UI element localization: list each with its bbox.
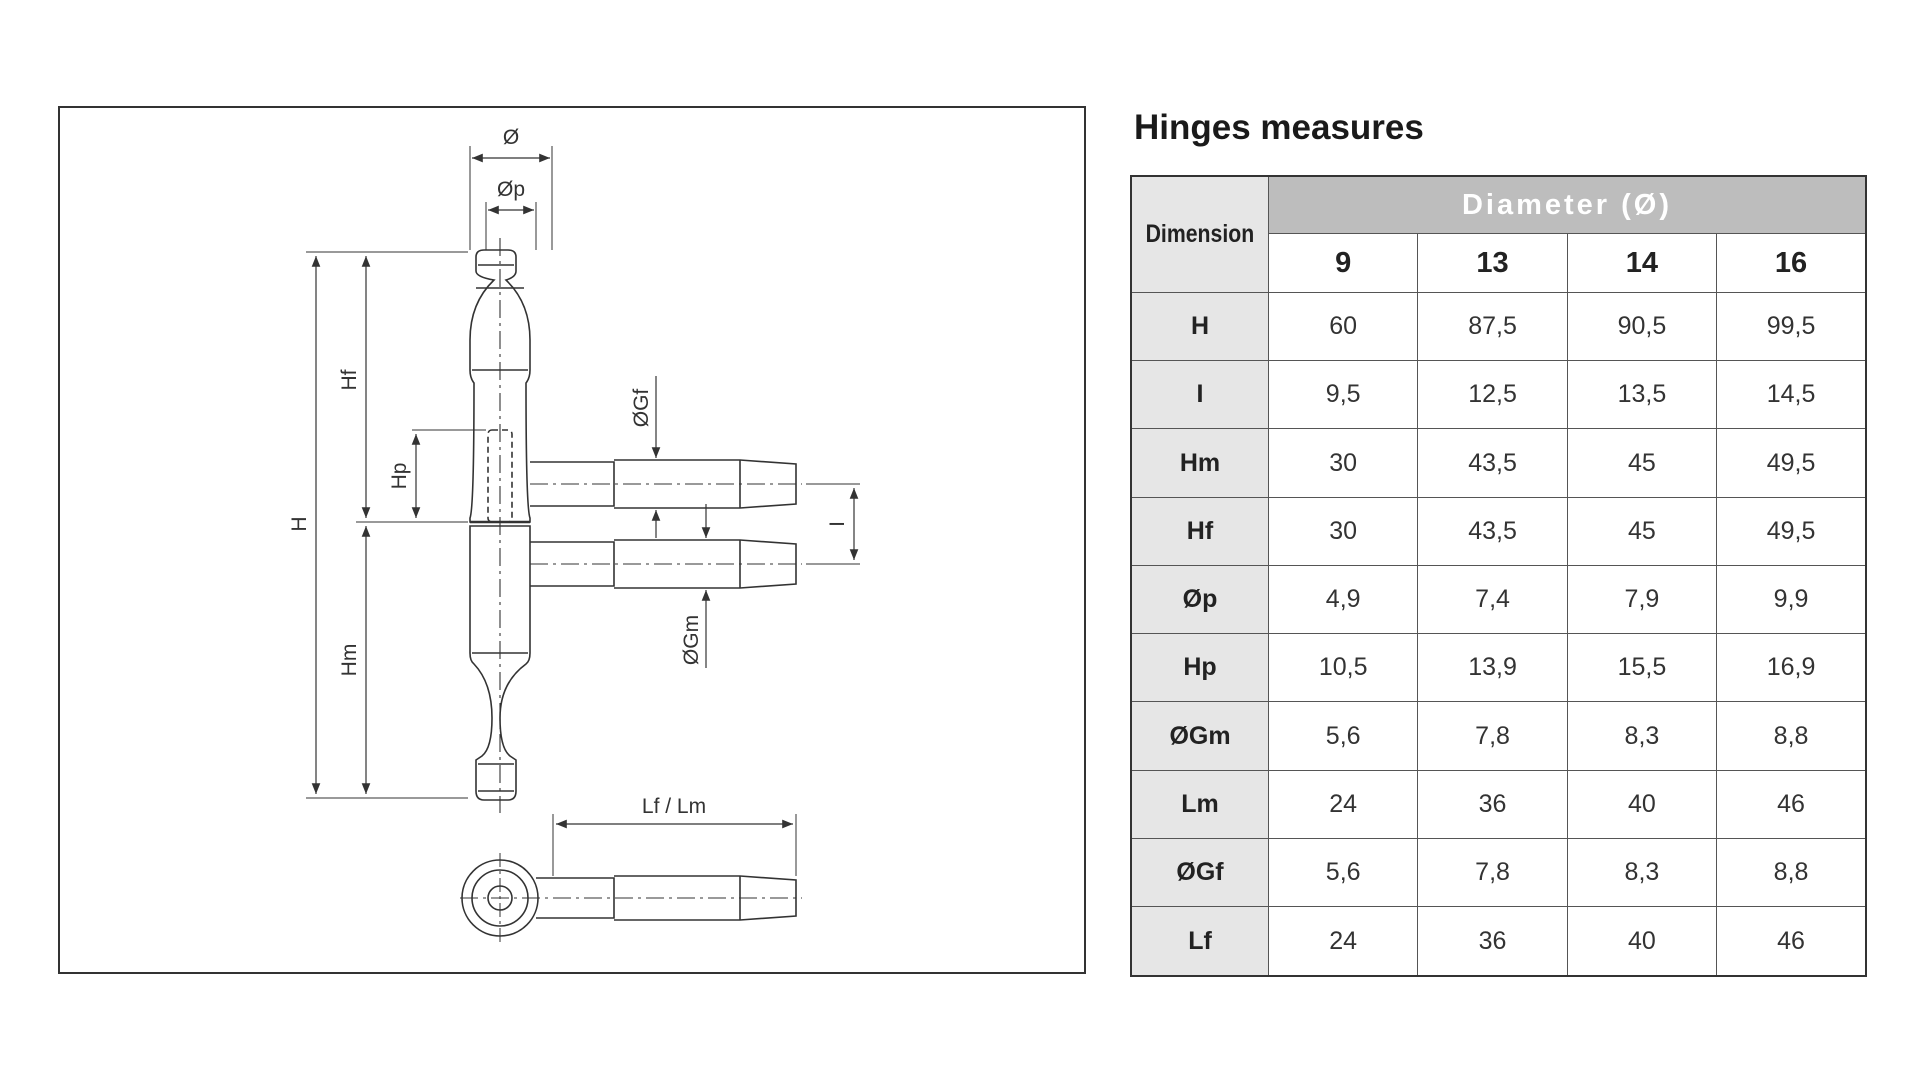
table-cell: 30 <box>1269 429 1418 497</box>
column-header-9: 9 <box>1269 234 1418 293</box>
table-row <box>1131 907 1866 976</box>
table-cell: 7,8 <box>1418 838 1567 906</box>
table-cell: 13,5 <box>1567 361 1716 429</box>
table-row <box>1131 838 1866 906</box>
table-cell: 43,5 <box>1418 429 1567 497</box>
table-cell: 5,6 <box>1269 838 1418 906</box>
column-header-13: 13 <box>1418 234 1567 293</box>
table-cell: 45 <box>1567 429 1716 497</box>
column-header-14: 14 <box>1567 234 1716 293</box>
table-cell: 14,5 <box>1717 361 1866 429</box>
table-cell: 8,8 <box>1717 838 1866 906</box>
row-header: Lm <box>1131 770 1269 838</box>
table-cell: 30 <box>1269 497 1418 565</box>
row-header: ØGm <box>1131 702 1269 770</box>
row-header: Lf <box>1131 907 1269 976</box>
table-cell: 7,8 <box>1418 702 1567 770</box>
row-header: Hm <box>1131 429 1269 497</box>
label-gf: ØGf <box>630 388 653 428</box>
hinge-drawing-frame <box>58 106 1086 974</box>
table-title: Hinges measures <box>1134 108 1424 147</box>
table-cell: 12,5 <box>1418 361 1567 429</box>
label-hm: Hm <box>338 643 361 677</box>
table-cell: 90,5 <box>1567 293 1716 361</box>
table-cell: 4,9 <box>1269 565 1418 633</box>
table-cell: 45 <box>1567 497 1716 565</box>
table-cell: 7,4 <box>1418 565 1567 633</box>
table-cell: 10,5 <box>1269 634 1418 702</box>
table-row <box>1131 702 1866 770</box>
table-cell: 13,9 <box>1418 634 1567 702</box>
table-cell: 36 <box>1418 770 1567 838</box>
label-diameter: Ø <box>502 126 520 149</box>
table-cell: 8,8 <box>1717 702 1866 770</box>
table-row <box>1131 293 1866 361</box>
table-cell: 40 <box>1567 907 1716 976</box>
table-cell: 8,3 <box>1567 702 1716 770</box>
table-row <box>1131 497 1866 565</box>
label-lf-lm: Lf / Lm <box>641 795 707 818</box>
table-row <box>1131 565 1866 633</box>
table-row <box>1131 634 1866 702</box>
label-hp: Hp <box>388 462 411 490</box>
table-cell: 36 <box>1418 907 1567 976</box>
table-cell: 9,5 <box>1269 361 1418 429</box>
row-header: H <box>1131 293 1269 361</box>
measures-table <box>1130 175 1867 977</box>
table-cell: 40 <box>1567 770 1716 838</box>
table-cell: 46 <box>1717 907 1866 976</box>
row-header: Øp <box>1131 565 1269 633</box>
table-cell: 16,9 <box>1717 634 1866 702</box>
table-cell: 5,6 <box>1269 702 1418 770</box>
dimension-header: Dimension <box>1131 176 1269 293</box>
table-cell: 9,9 <box>1717 565 1866 633</box>
table-cell: 15,5 <box>1567 634 1716 702</box>
table-cell: 7,9 <box>1567 565 1716 633</box>
table-row <box>1131 770 1866 838</box>
table-cell: 99,5 <box>1717 293 1866 361</box>
table-cell: 8,3 <box>1567 838 1716 906</box>
table-cell: 49,5 <box>1717 429 1866 497</box>
row-header: Hp <box>1131 634 1269 702</box>
table-row <box>1131 429 1866 497</box>
table-row <box>1131 361 1866 429</box>
table-cell: 43,5 <box>1418 497 1567 565</box>
label-hf: Hf <box>338 369 361 391</box>
table-cell: 87,5 <box>1418 293 1567 361</box>
hinge-technical-drawing <box>60 108 1084 972</box>
row-header: ØGf <box>1131 838 1269 906</box>
column-header-16: 16 <box>1717 234 1866 293</box>
row-header: I <box>1131 361 1269 429</box>
diameter-group-header: Diameter (Ø) <box>1269 176 1867 234</box>
table-cell: 24 <box>1269 770 1418 838</box>
label-pin-diameter: Øp <box>496 178 526 201</box>
hidden-pin-outline <box>488 430 512 522</box>
row-header: Hf <box>1131 497 1269 565</box>
label-gm: ØGm <box>680 614 703 666</box>
table-cell: 24 <box>1269 907 1418 976</box>
label-height: H <box>288 516 311 532</box>
label-i: I <box>826 521 849 527</box>
table-cell: 46 <box>1717 770 1866 838</box>
table-cell: 49,5 <box>1717 497 1866 565</box>
table-cell: 60 <box>1269 293 1418 361</box>
